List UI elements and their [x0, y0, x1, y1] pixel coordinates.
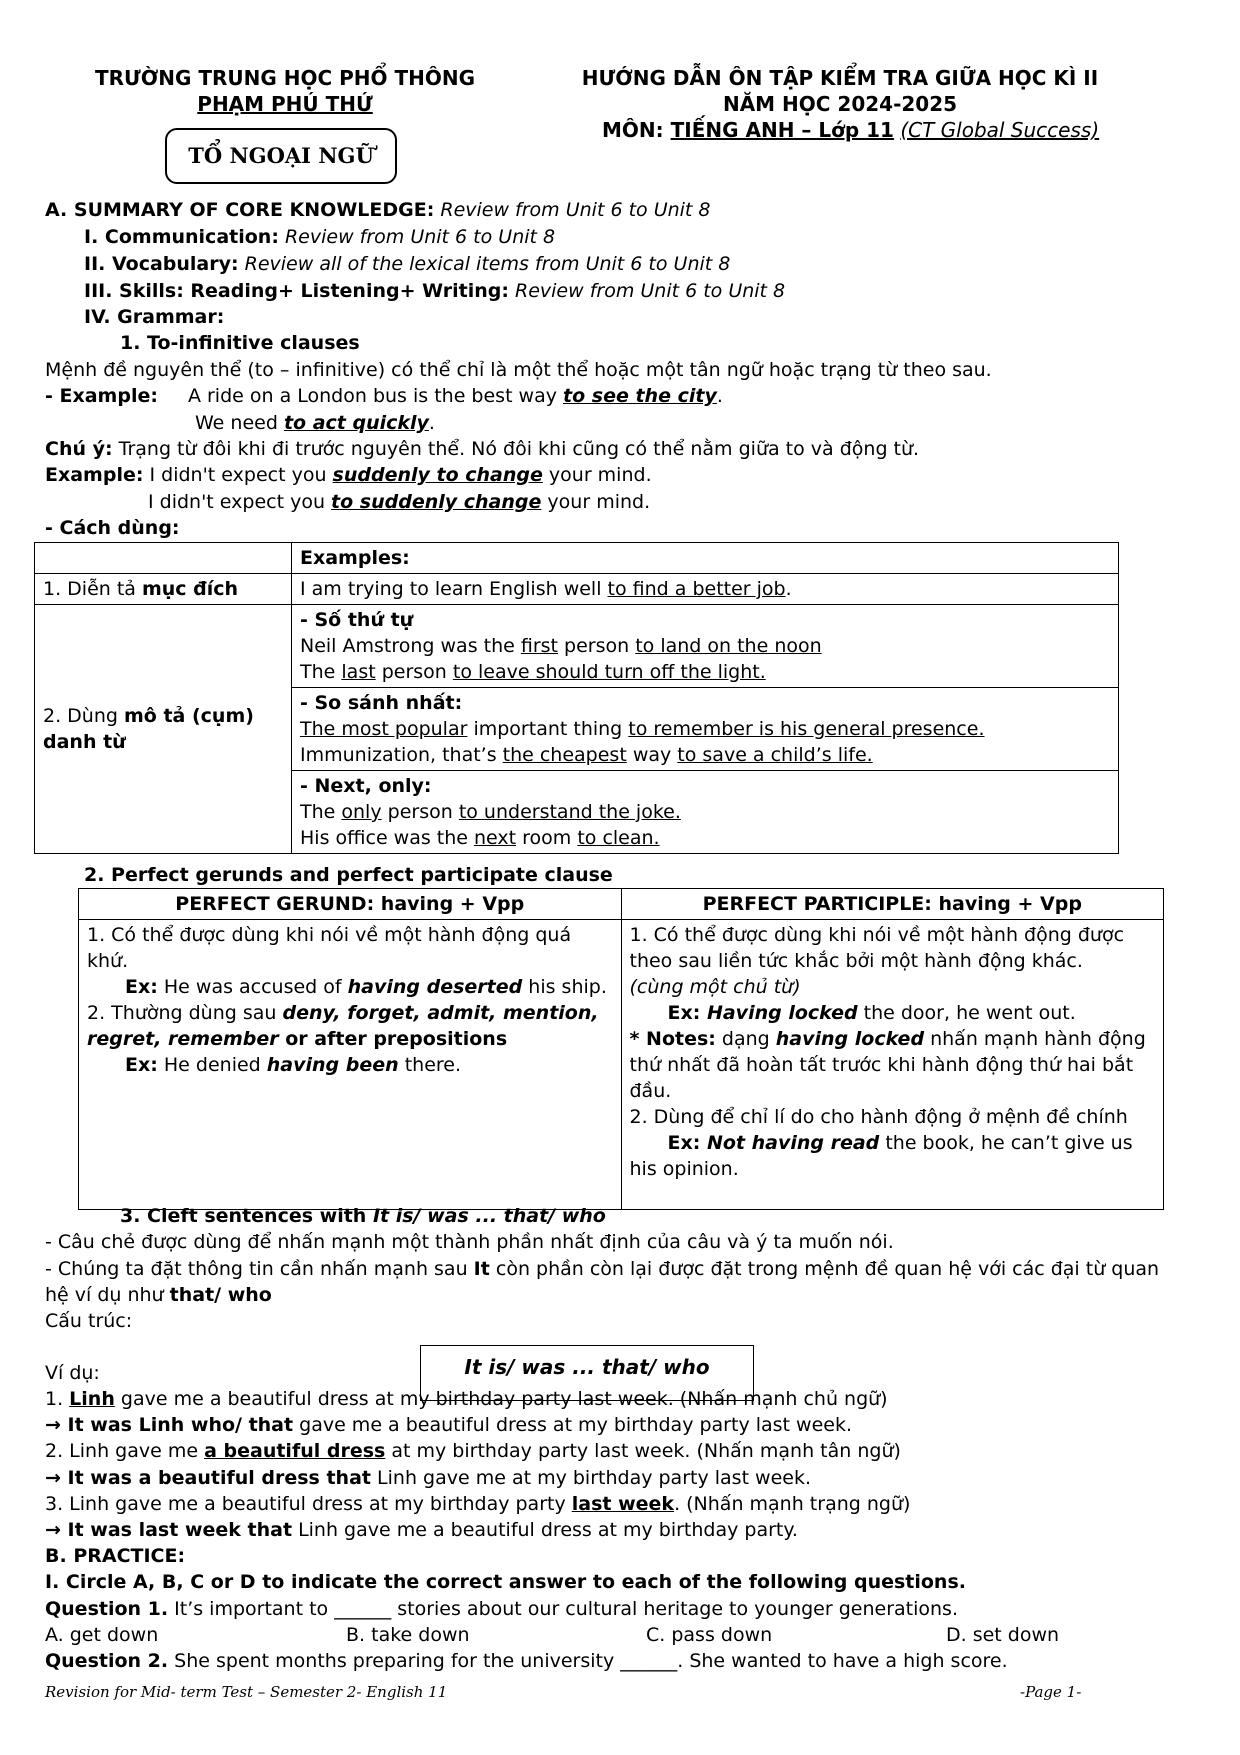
- table-row: - So sánh nhất: The most popular important thing to remember is his general presence. Immunization, that’s the cheapest way to save a child’s life.: [35, 688, 1119, 771]
- perfect-table: [78, 888, 1164, 1210]
- participle-header: PERFECT PARTICIPLE: having + Vpp: [621, 889, 1164, 920]
- next-only-label: - Next, only:: [300, 775, 432, 797]
- cleft-example3-result: → It was last week that Linh gave me a beautiful dress at my birthday party.: [45, 1519, 798, 1541]
- department-box: TỔ NGOẠI NGỮ: [165, 128, 397, 184]
- note-label: Chú ý:: [45, 438, 113, 460]
- cleft-line2: - Chúng ta đặt thông tin cần nhấn mạnh sau It còn phần còn lại được đặt trong mệnh đề quan hệ với các đại từ quan: [45, 1258, 1160, 1280]
- structure-box: It is/ was ... that/ who: [420, 1345, 754, 1401]
- subject-line: [602, 117, 1099, 143]
- grammar-label: IV. Grammar:: [84, 306, 225, 328]
- table-row: - Next, only: The only person to understand the joke. His office was the next room to clean.: [35, 771, 1119, 854]
- toinf-example1: - Example: A ride on a London bus is the best way to see the city.: [45, 385, 723, 407]
- emphasis: suddenly to change: [332, 464, 543, 486]
- subject-name: TIẾNG ANH – Lớp 11: [670, 118, 894, 142]
- table-row: 2. Dùng mô tả (cụm) danh từ - Số thứ tự Neil Amstrong was the first person to land on the noon The last person to leave should turn off the light.: [35, 605, 1119, 688]
- doc-title-line1: HƯỚNG DẪN ÔN TẬP KIỂM TRA GIỮA HỌC KÌ II: [581, 66, 1099, 90]
- cleft-example3: 3. Linh gave me a beautiful dress at my birthday party last week. (Nhấn mạnh trạng ngữ): [45, 1493, 911, 1515]
- school-name-line1: TRƯỜNG TRUNG HỌC PHỔ THÔNG: [95, 66, 476, 90]
- page-number: -Page 1-: [1020, 1683, 1082, 1701]
- toinf-example2: We need to act quickly.: [195, 412, 435, 434]
- usage-label: - Cách dùng:: [45, 517, 180, 539]
- table-row: 1. Diễn tả mục đích I am trying to learn English well to find a better job.: [35, 574, 1119, 605]
- example-label: - Example:: [45, 385, 158, 407]
- doc-title-line2: NĂM HỌC 2024-2025: [722, 92, 958, 116]
- school-name-line2: PHẠM PHÚ THỨ: [197, 92, 373, 116]
- vocabulary-note: Review all of the lexical items from Unit 6 to Unit 8: [244, 253, 731, 275]
- toinf-usage-table: [34, 542, 1119, 854]
- participle-cell: 1. Có thể được dùng khi nói về một hành động được theo sau liền tức khắc bởi một hành động khác. (cùng một chủ từ) Ex: Having locked the door, he went out. * Notes: dạng having locked nhấn mạnh hành động thứ nhất đã hoàn tất trước khi hành động thứ hai bắt đầu. 2. Dùng để chỉ lí do cho hành động ở mệnh đề chính Ex: Not having read the book, he can’t give us his opinion.: [621, 920, 1164, 1210]
- subject-label: MÔN:: [602, 118, 671, 142]
- gerund-header: PERFECT GERUND: having + Vpp: [79, 889, 622, 920]
- cleft-line3: hệ ví dụ như that/ who: [45, 1284, 272, 1306]
- perfect-heading: 2. Perfect gerunds and perfect participate clause: [84, 864, 613, 886]
- question-1: Question 1. It’s important to ______ stories about our cultural heritage to younger generations.: [45, 1598, 958, 1620]
- examples-header: Examples:: [292, 543, 1119, 574]
- cleft-example2: 2. Linh gave me a beautiful dress at my birthday party last week. (Nhấn mạnh tân ngữ): [45, 1440, 901, 1462]
- q1-option-b[interactable]: B. take down: [346, 1624, 470, 1646]
- cleft-example1: 1. Linh gave me a beautiful dress at my birthday party last week. (Nhấn mạnh chủ ngữ): [45, 1388, 888, 1410]
- cleft-example1-result: → It was Linh who/ that gave me a beautiful dress at my birthday party last week.: [45, 1414, 852, 1436]
- q1-option-c[interactable]: C. pass down: [646, 1624, 773, 1646]
- structure-label: Cấu trúc:: [45, 1310, 133, 1332]
- skills-note: Review from Unit 6 to Unit 8: [515, 280, 786, 302]
- emphasis: to see the city: [563, 385, 717, 407]
- vocabulary-line: [84, 251, 730, 277]
- practice-label: B. PRACTICE:: [45, 1545, 186, 1567]
- emphasis: to suddenly change: [331, 491, 542, 513]
- toinf-note: Chú ý: Trạng từ đôi khi đi trước nguyên thể. Nó đôi khi cũng có thể nằm giữa to và động từ.: [45, 438, 920, 460]
- vocabulary-label: II. Vocabulary:: [84, 253, 239, 275]
- section-a-heading: [45, 197, 711, 223]
- footer-left: Revision for Mid- term Test – Semester 2- English 11: [45, 1683, 448, 1701]
- cleft-example2-result: → It was a beautiful dress that Linh gave me at my birthday party last week.: [45, 1467, 812, 1489]
- emphasis: to act quickly: [283, 412, 429, 434]
- subject-program: (CT Global Success): [900, 118, 1100, 142]
- toinf-example3: Example: I didn't expect you suddenly to change your mind.: [45, 464, 652, 486]
- communication-note: Review from Unit 6 to Unit 8: [284, 226, 556, 248]
- skills-label: III. Skills: Reading+ Listening+ Writing:: [84, 280, 509, 302]
- example-label: Ví dụ:: [45, 1362, 100, 1384]
- communication-label: I. Communication:: [84, 226, 279, 248]
- gerund-cell: 1. Có thể được dùng khi nói về một hành động quá khứ. Ex: He was accused of having deserted his ship. 2. Thường dùng sau deny, forget, admit, mention, regret, remember or after prepositions Ex: He denied having been there.: [79, 920, 622, 1210]
- q1-option-d[interactable]: D. set down: [946, 1624, 1060, 1646]
- question-2: Question 2. She spent months preparing for the university ______. She wanted to have a high score.: [45, 1650, 1008, 1672]
- toinf-example4: I didn't expect you to suddenly change your mind.: [148, 491, 651, 513]
- cleft-line1: - Câu chẻ được dùng để nhấn mạnh một thành phần nhất định của câu và ý ta muốn nói.: [45, 1231, 894, 1253]
- communication-line: [84, 224, 555, 250]
- section-a-note: Review from Unit 6 to Unit 8: [440, 199, 711, 221]
- superlative-label: - So sánh nhất:: [300, 692, 463, 714]
- skills-line: [84, 278, 785, 304]
- section-a-label: A. SUMMARY OF CORE KNOWLEDGE:: [45, 199, 435, 221]
- toinf-heading: 1. To-infinitive clauses: [120, 332, 360, 354]
- ordinal-label: - Số thứ tự: [300, 609, 414, 631]
- toinf-desc: Mệnh đề nguyên thể (to – infinitive) có thể chỉ là một thể hoặc một tân ngữ hoặc trạng từ theo sau.: [45, 359, 992, 381]
- cleft-heading: 3. Cleft sentences with It is/ was ... that/ who: [120, 1205, 606, 1227]
- q1-option-a[interactable]: A. get down: [45, 1624, 159, 1646]
- practice-instruction: I. Circle A, B, C or D to indicate the correct answer to each of the following questions.: [45, 1571, 966, 1593]
